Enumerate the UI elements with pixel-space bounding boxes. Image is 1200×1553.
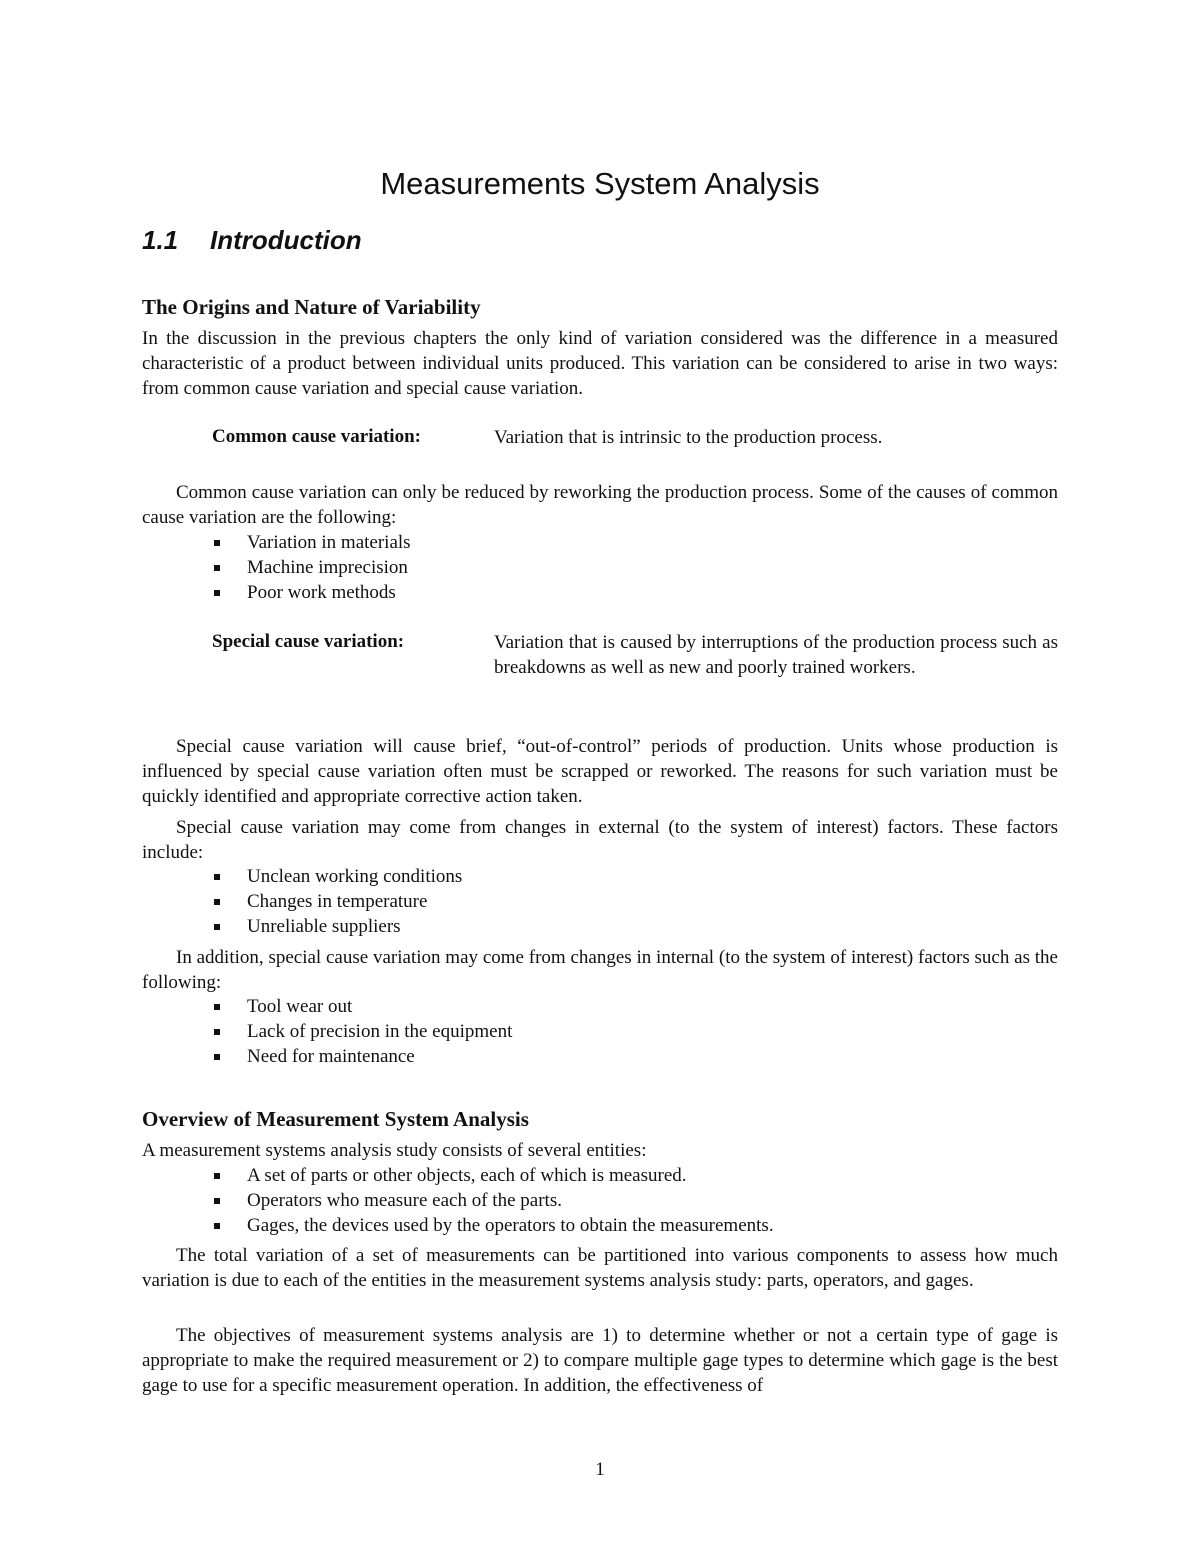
common-cause-paragraph: Common cause variation can only be reduced by reworking the production process. Some of the causes of common cause variation are the following: — [142, 482, 1058, 528]
list-item: Changes in temperature — [212, 890, 462, 915]
special-cause-term: Special cause variation: — [212, 631, 405, 652]
section-number: 1.1 — [142, 225, 179, 255]
overview-intro-paragraph: A measurement systems analysis study consists of several entities: — [142, 1140, 647, 1161]
bullet-icon — [214, 540, 220, 546]
bullet-icon — [214, 874, 220, 880]
list-item: Lack of precision in the equipment — [212, 1020, 512, 1045]
special-cause-description: Variation that is caused by interruptions of the production process such as breakdowns as well as new and poorly trained workers. — [494, 632, 1058, 678]
list-item: Operators who measure each of the parts. — [212, 1189, 774, 1214]
bullet-icon — [214, 1173, 220, 1179]
bullet-icon — [214, 565, 220, 571]
bullet-icon — [214, 924, 220, 930]
variation-partition-paragraph: The total variation of a set of measurements can be partitioned into various components to assess how much variation is due to each of the entities in the measurement systems analysis study: parts, operators, and gages. — [142, 1245, 1058, 1291]
entities-list — [212, 1164, 774, 1238]
list-item: Tool wear out — [212, 995, 512, 1020]
list-item: Poor work methods — [212, 581, 411, 606]
overview-heading: Overview of Measurement System Analysis — [142, 1107, 529, 1131]
section-heading — [142, 222, 362, 258]
section-title: Introduction — [210, 225, 362, 255]
internal-factors-list — [212, 995, 512, 1069]
origins-intro-paragraph: In the discussion in the previous chapters the only kind of variation considered was the difference in a measured characteristic of a product between individual units produced. This variation can be considered to arise in two ways: from common cause variation and special cause variation. — [142, 328, 1058, 399]
list-item: Machine imprecision — [212, 556, 411, 581]
common-cause-description: Variation that is intrinsic to the production process. — [494, 427, 883, 448]
internal-factors-paragraph: In addition, special cause variation may come from changes in internal (to the system of interest) factors such as the following: — [142, 947, 1058, 993]
common-causes-list — [212, 531, 411, 605]
bullet-icon — [214, 1054, 220, 1060]
list-item: Unclean working conditions — [212, 865, 462, 890]
bullet-icon — [214, 1198, 220, 1204]
list-item: Need for maintenance — [212, 1045, 512, 1070]
bullet-icon — [214, 1029, 220, 1035]
external-factors-list — [212, 865, 462, 939]
list-item: Gages, the devices used by the operators to obtain the measurements. — [212, 1214, 774, 1239]
list-item: Variation in materials — [212, 531, 411, 556]
objectives-paragraph: The objectives of measurement systems analysis are 1) to determine whether or not a certain type of gage is appropriate to make the required measurement or 2) to compare multiple gage types to determine which gage is the best gage to use for a specific measurement operation. In addition, the effectiveness of — [142, 1325, 1058, 1396]
bullet-icon — [214, 1223, 220, 1229]
list-item: A set of parts or other objects, each of which is measured. — [212, 1164, 774, 1189]
list-item: Unreliable suppliers — [212, 915, 462, 940]
origins-heading: The Origins and Nature of Variability — [142, 295, 481, 319]
page-number: 1 — [595, 1459, 605, 1480]
external-factors-paragraph: Special cause variation may come from changes in external (to the system of interest) factors. These factors include: — [142, 817, 1058, 863]
bullet-icon — [214, 899, 220, 905]
bullet-icon — [214, 1004, 220, 1010]
common-cause-term: Common cause variation: — [212, 426, 421, 447]
special-cause-paragraph: Special cause variation will cause brief, “out-of-control” periods of production. Units whose production is influenced by special cause variation often must be scrapped or reworked. The reasons for such variation must be quickly identified and appropriate corrective action taken. — [142, 736, 1058, 807]
document-title: Measurements System Analysis — [380, 166, 820, 201]
bullet-icon — [214, 590, 220, 596]
